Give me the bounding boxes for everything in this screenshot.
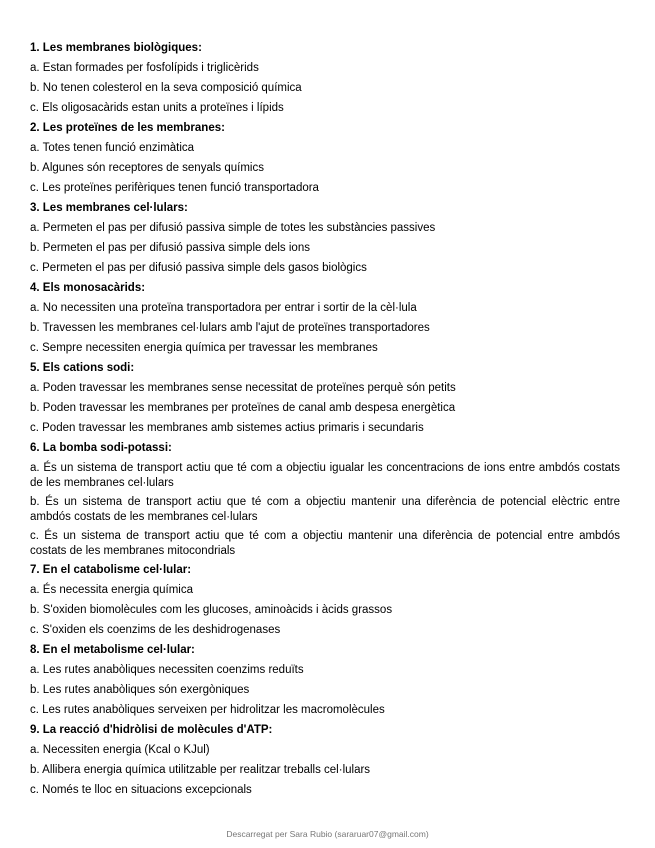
option-b: b. S'oxiden biomolècules com les glucoses, aminoàcids i àcids grassos [30, 604, 393, 616]
option-b: b. És un sistema de transport actiu que té com a objectiu mantenir una diferència de potencial elèctric entre ambdós costats de les membranes cel·lulars [30, 496, 620, 523]
option-a: a. Estan formades per fosfolípids i triglicèrids [30, 62, 259, 74]
question-5 [30, 361, 620, 435]
option-c: c. És un sistema de transport actiu que té com a objectiu mantenir una diferència de potencial entre ambdós costats de les membranes mitocondrials [30, 530, 620, 557]
option-c: c. Les rutes anabòliques serveixen per hidrolitzar les macromolècules [30, 704, 385, 716]
option-a: a. Necessiten energia (Kcal o KJul) [30, 744, 210, 756]
option-b: b. Algunes són receptores de senyals químics [30, 162, 264, 174]
question-title: 2. Les proteïnes de les membranes: [30, 122, 225, 134]
question-title: 9. La reacció d'hidròlisi de molècules d'ATP: [30, 724, 273, 736]
option-a: a. Permeten el pas per difusió passiva simple de totes les substàncies passives [30, 222, 436, 234]
question-title: 3. Les membranes cel·lulars: [30, 202, 188, 214]
option-a: a. Les rutes anabòliques necessiten coenzims reduïts [30, 664, 304, 676]
option-b: b. Permeten el pas per difusió passiva simple dels ions [30, 242, 310, 254]
option-b: b. Les rutes anabòliques són exergòniques [30, 684, 250, 696]
question-9 [30, 723, 620, 797]
question-title: 1. Les membranes biològiques: [30, 42, 202, 54]
question-6 [30, 441, 620, 559]
option-c: c. Els oligosacàrids estan units a proteïnes i lípids [30, 102, 284, 114]
download-footer: Descarregat per Sara Rubio (sararuar07@gmail.com) [226, 829, 429, 839]
option-a: a. És un sistema de transport actiu que té com a objectiu igualar les concentracions de ions entre ambdós costats de les membranes cel·lulars [30, 462, 620, 489]
option-c: c. Sempre necessiten energia química per travessar les membranes [30, 342, 378, 354]
question-title: 4. Els monosacàrids: [30, 282, 146, 294]
option-a: a. No necessiten una proteïna transportadora per entrar i sortir de la cèl·lula [30, 302, 417, 314]
question-title: 5. Els cations sodi: [30, 362, 135, 374]
option-b: b. Travessen les membranes cel·lulars amb l'ajut de proteïnes transportadores [30, 322, 430, 334]
question-title: 7. En el catabolisme cel·lular: [30, 564, 192, 576]
option-a: a. És necessita energia química [30, 584, 194, 596]
question-8 [30, 643, 620, 717]
option-c: c. Les proteïnes perifèriques tenen funció transportadora [30, 182, 319, 194]
option-a: a. Totes tenen funció enzimàtica [30, 142, 195, 154]
option-c: c. Poden travessar les membranes amb sistemes actius primaris i secundaris [30, 422, 424, 434]
option-b: b. No tenen colesterol en la seva composició química [30, 82, 302, 94]
question-title: 8. En el metabolisme cel·lular: [30, 644, 195, 656]
option-c: c. S'oxiden els coenzims de les deshidrogenases [30, 624, 281, 636]
question-1 [30, 41, 620, 115]
option-a: a. Poden travessar les membranes sense necessitat de proteïnes perquè són petits [30, 382, 456, 394]
question-7 [30, 563, 620, 637]
question-title: 6. La bomba sodi-potassi: [30, 442, 172, 454]
question-list [30, 41, 620, 803]
option-b: b. Allibera energia química utilitzable per realitzar treballs cel·lulars [30, 764, 371, 776]
option-c: c. Permeten el pas per difusió passiva simple dels gasos biològics [30, 262, 367, 274]
question-3 [30, 201, 620, 275]
option-c: c. Només te lloc en situacions excepcionals [30, 784, 252, 796]
question-2 [30, 121, 620, 195]
option-b: b. Poden travessar les membranes per proteïnes de canal amb despesa energètica [30, 402, 456, 414]
question-4 [30, 281, 620, 355]
